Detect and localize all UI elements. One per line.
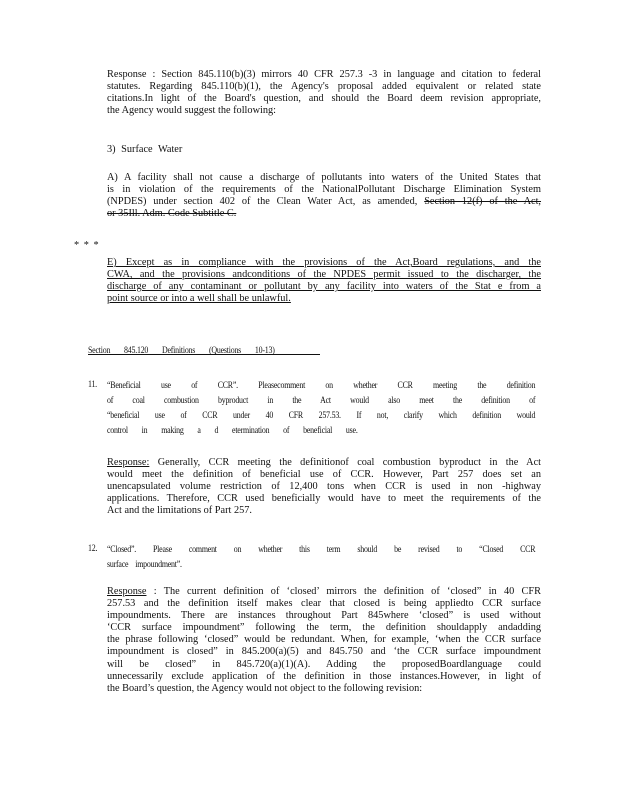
response-12 [107,586,541,695]
text-fragment: : The current definition of ‘closed’ mirrors the definition of ‘closed” in 40 CFR [153,586,541,597]
text-line: ‘CCR surface impoundment” following the term, the definition shouldapply andadding [107,622,541,634]
text-line: control in making a d etermination of beneficial use. [107,425,358,435]
paragraph-a [107,172,541,220]
question-number: 11. [88,379,97,389]
struck-text: Section 12(f) of the Act, [424,196,542,208]
text-line: Response : Section 845.110(b)(3) mirrors 40 CFR 257.3 -3 in language and citation to federal [107,69,541,80]
text-line: would meet the definition of beneficial use of CCR. However, Part 257 does set an [107,469,541,481]
question-number: 12. [88,543,98,553]
text-line [107,586,541,598]
text-line: CWA, and the provisions andconditions of the NPDES permit issued to the discharger, the [107,269,541,281]
subsection-heading: 3) Surface Water [107,144,183,155]
text-line: citations.In light of the Board's question, and should the Board deem revision appropriate, [107,93,541,105]
text-line: 257.53 and the definition itself makes clear that closed is being appliedto CCR surface [107,598,541,610]
ellipsis-marker: * * * [74,240,99,251]
text-line: point source or into a well shall be unlawful. [107,293,291,305]
section-heading-text: Section 845.120 Definitions (Questions 10-13) [88,345,275,355]
question-12-text [107,542,535,572]
text-line: Act and the limitations of Part 257. [107,505,252,517]
response-paragraph-1 [107,69,541,117]
text-line: surface impoundment”. [107,559,182,569]
text-line: is in violation of the requirements of the NationalPollutant Discharge Elimination System [107,184,541,196]
text-line: A) A facility shall not cause a discharge of pollutants into waters of the United States that [107,172,541,183]
text-line: impoundment is closed” in 845.200(a)(5) and 845.750 and ‘the CCR surface impoundment [107,646,541,658]
paragraph-e [107,257,541,305]
text-line: “beneficial use of CCR under 40 CFR 257.53. If not, clarify which definition would [107,410,536,420]
text-line: the Agency would suggest the following: [107,105,277,117]
text-line: “Beneficial use of CCR”. Pleasecomment on whether CCR meeting the definition [107,380,536,390]
text-line: E) Except as in compliance with the provisions of the Act,Board regulations, and the [107,257,541,268]
text-line [107,457,541,469]
text-fragment: Generally, CCR meeting the definitionof coal combustion byproduct in the Act [157,457,542,468]
struck-text: or 35Ill. Adm. Code Subtitle C. [107,208,237,220]
text-line: discharge of any contaminant or pollutant by any facility into waters of the Stat e from a [107,281,541,293]
text-line: statutes. Regarding 845.110(b)(1), the Agency's proposal added equivalent or related state [107,81,541,93]
text-line: applications. Therefore, CCR used beneficially would have to meet the requirements of the [107,493,541,505]
section-heading-underline [88,354,320,355]
text-line: of coal combustion byproduct in the Act would also meet the definition of [107,395,536,405]
response-label: Response: [107,457,150,468]
text-line: unencapsulated volume restriction of 12,400 tons when CCR is used in non -highway [107,481,541,493]
text-line [107,196,541,208]
text-line: “Closed”. Please comment on whether this term should be revised to “Closed CCR [107,544,536,554]
text-line: impoundments. There are instances throughout Part 845where ‘closed” is used without [107,610,541,622]
text-line: the phrase following ‘closed” would be redundant. When, for example, ‘when the CCR surface [107,634,541,646]
text-line: unnecessarily exclude application of the definition in those instances.However, in light of [107,670,541,682]
response-label: Response [107,586,147,597]
question-11-text [107,378,535,438]
text-line: the Board’s question, the Agency would not object to the following revision: [107,682,423,694]
text-line: will be closed” in 845.720(a)(1)(A). Adding the proposedBoardlanguage could [107,658,541,670]
response-11 [107,457,541,517]
text-fragment: (NPDES) under section 402 of the Clean Water Act, as amended, [107,196,418,208]
